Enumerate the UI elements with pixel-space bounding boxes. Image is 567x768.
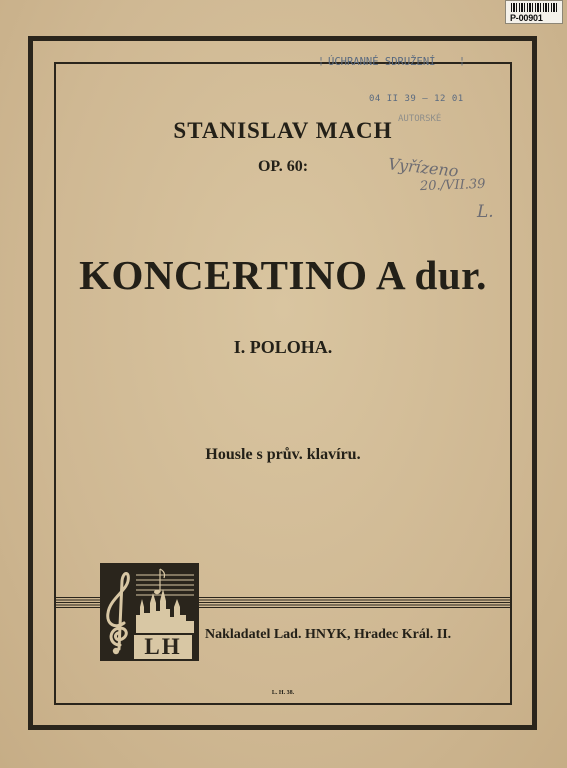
publisher-logo [100,563,199,661]
stamp-bracket-right: ¦ [459,56,466,67]
barcode-bars [511,3,557,12]
logo-monogram: LH [144,634,182,659]
publisher-imprint: Nakladatel Lad. HNYK, Hradec Král. II. [205,627,452,642]
staff-lines-right [198,597,512,608]
work-subtitle: I. POLOHA. [233,337,333,357]
pencil-note-word: Vyřízeno [387,154,460,181]
opus-number: OP. 60: [257,158,309,175]
work-title: KONCERTINO A dur. [79,252,487,298]
staff-lines-left [54,597,102,608]
barcode-code: P-00901 [510,13,543,23]
composer-name: STANISLAV MACH [173,118,393,143]
stamp-date: 04 II 39 — 12 01 [369,94,464,104]
instrumentation: Housle s prův. klavíru. [205,446,361,463]
barcode-label [505,0,563,24]
stamp-line3: AUTORSKÉ [398,114,442,124]
stamp-name: ÚCHRANNÉ SDRUŽENÍ [328,56,436,68]
stamp-bracket-left: ¦ [318,56,325,67]
pencil-note-initial: L. [477,202,494,222]
pencil-note-date: 20./VII.39 [419,176,486,195]
plate-number: L. H. 38. [271,690,295,696]
